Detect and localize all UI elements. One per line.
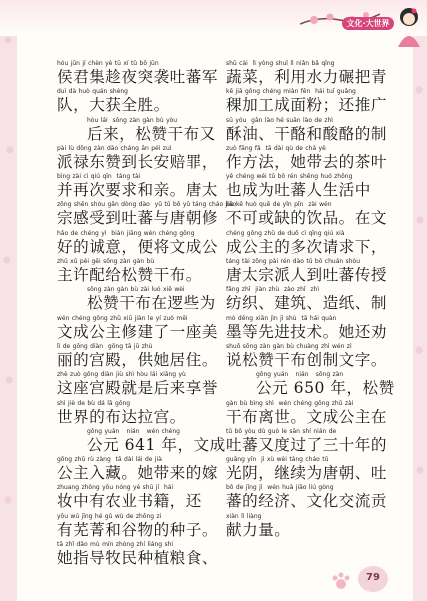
hanzi-text: 后来，松赞干布又: [87, 124, 216, 143]
hanzi-text: 也成为吐蕃人生活中: [226, 181, 371, 200]
hanzi-text: 文成公主修建了一座美: [57, 322, 218, 341]
pinyin-annotation: hóu jūn jí chèn yè tū xí tǔ bō jūn: [57, 60, 159, 67]
pinyin-annotation: wén chéng gōng zhǔ xiū jiàn le yí zuò měi: [57, 314, 188, 322]
pinyin-annotation: tā zhǐ dǎo mù mín zhòng zhí liáng shi: [57, 541, 174, 549]
hanzi-text: 唐太宗派人到吐蕃传授: [226, 266, 387, 285]
hanzi-text: 说松赞干布创制文字。: [226, 350, 387, 369]
hanzi-text: 并再次要求和亲。唐太: [57, 181, 218, 200]
pinyin-annotation: bù kě huò quē de yǐn pǐn zài wén: [226, 201, 332, 209]
pinyin-annotation: lì de gōng diàn gōng tā jū zhù: [57, 342, 153, 350]
text-line: [226, 228, 410, 256]
pinyin-annotation: gàn bù bìng shì wén chéng gōng zhǔ zài: [226, 399, 354, 407]
pinyin-annotation: hòu lái sōng zàn gàn bù yòu: [87, 116, 178, 124]
hanzi-text: 有芜菁和谷物的种子。: [57, 520, 218, 539]
text-line: [226, 256, 410, 284]
pinyin-annotation: bō de jīng jì wén huà jiāo liú gòng: [226, 484, 334, 492]
pinyin-annotation: zuò fāng fǎ tā dài qù de chá yè: [226, 144, 326, 152]
hanzi-text: 酥油、干酪和酸酪的制: [226, 124, 387, 143]
page-number-text: 79: [366, 572, 380, 583]
hanzi-text: 好的诚意，便将文成公: [57, 237, 218, 256]
text-line: [226, 454, 410, 482]
text-line: [57, 369, 241, 397]
text-line: [57, 511, 241, 539]
pinyin-annotation: gōng yuán nián sōng zàn: [256, 371, 344, 379]
pinyin-annotation: shì jiè de bù dá lā gōng: [57, 399, 131, 407]
pinyin-annotation: gōng zhǔ rù zàng tā dài lái de jià: [57, 456, 162, 464]
text-line: [226, 511, 410, 539]
left-decorative-margin: [0, 0, 17, 601]
pinyin-annotation: pài lù dōng zàn dào cháng ān péi zuì: [57, 144, 172, 152]
text-line: [57, 454, 241, 482]
text-line: [226, 199, 410, 227]
pinyin-annotation: zhè zuò gōng diàn jiù shì hòu lái xiǎng yù: [57, 371, 186, 379]
pinyin-annotation: duì dà huò quán shèng: [57, 88, 128, 96]
text-line: [57, 228, 241, 256]
text-line: [226, 426, 410, 454]
pinyin-annotation: zhǔ xǔ pèi gěi sōng zàn gàn bù: [57, 258, 155, 266]
hanzi-text: 稞加工成面粉；还推广: [226, 96, 387, 115]
pinyin-annotation: mò děng xiān jìn jì shù tā hái quàn: [226, 314, 337, 322]
hanzi-text: 妆中有农业书籍，还: [57, 492, 202, 511]
left-text-column: [57, 58, 241, 567]
pinyin-annotation: yě chéng wéi tǔ bō rén shēng huó zhōng: [226, 173, 353, 181]
hanzi-text: 墨等先进技术。她还劝: [226, 322, 387, 341]
text-line: [57, 482, 241, 510]
girl-illustration-icon: [392, 3, 426, 47]
paw-icon: [330, 570, 352, 592]
pinyin-annotation: shuō sōng zàn gàn bù chuàng zhì wén zì: [226, 342, 352, 350]
hanzi-text: 松赞干布在逻些为: [87, 294, 216, 313]
hanzi-text: 公元 641 年，文成: [87, 435, 226, 454]
pinyin-annotation: chéng gōng zhǔ de duō cì qǐng qiú xià: [226, 229, 345, 237]
pinyin-annotation: zōng shēn shòu gǎn dòng dào yǔ tǔ bō yǔ táng cháo jiāo: [57, 201, 237, 209]
right-text-column: [226, 58, 410, 539]
pinyin-annotation: xiàn lì liàng: [226, 512, 262, 520]
pinyin-annotation: kē jiā gōng chéng miàn fěn hái tuī guǎng: [226, 88, 356, 96]
text-line: [57, 426, 241, 454]
page-number: [358, 566, 388, 592]
hanzi-text: 献力量。: [226, 520, 291, 539]
hanzi-text: 侯君集趁夜突袭吐蕃军: [57, 68, 218, 86]
text-line: [57, 58, 241, 86]
text-line: [57, 398, 241, 426]
hanzi-text: 不可或缺的饮品。在文: [226, 209, 387, 228]
text-line: [57, 199, 241, 227]
pinyin-annotation: guāng yīn jì xù wèi táng cháo tǔ: [226, 456, 329, 464]
pinyin-annotation: shū cài lì yòng shuǐ lì niǎn bǎ qīng: [226, 60, 335, 67]
pinyin-annotation: sōng zàn gàn bù zài luó xiē wèi: [87, 286, 185, 294]
text-line: [226, 143, 410, 171]
text-line: [226, 171, 410, 199]
text-line: [57, 313, 241, 341]
text-line: [226, 369, 410, 397]
hanzi-text: 这座宫殿就是后来享誉: [57, 379, 218, 398]
hanzi-text: 成公主的多次请求下，: [226, 237, 387, 256]
pinyin-annotation: hǎo de chéng yì biàn jiāng wén chéng gōng: [57, 229, 195, 237]
hanzi-text: 作方法，她带去的茶叶: [226, 152, 387, 171]
hanzi-text: 蔬菜，利用水力碾把青: [226, 68, 387, 86]
hanzi-text: 世界的布达拉宫。: [57, 407, 186, 426]
hanzi-text: 主许配给松赞干布。: [57, 266, 202, 285]
text-line: [57, 539, 241, 567]
text-line: [57, 115, 241, 143]
text-line: [226, 398, 410, 426]
pinyin-annotation: sū yóu gān lào hé suān lào de zhì: [226, 116, 333, 124]
hanzi-text: 纺织、建筑、造纸、制: [226, 294, 387, 313]
text-line: [226, 86, 410, 114]
text-line: [57, 341, 241, 369]
hanzi-text: 她指导牧民种植粮食、: [57, 549, 218, 568]
pinyin-annotation: zhuang zhōng yǒu nóng yè shū jí hái: [57, 484, 174, 492]
text-line: [226, 115, 410, 143]
hanzi-text: 光阴，继续为唐朝、吐: [226, 464, 387, 483]
text-line: [226, 58, 410, 86]
text-line: [226, 313, 410, 341]
brand-tag: 文化·大世界: [342, 17, 394, 30]
pinyin-annotation: táng tài zōng pài rén dào tǔ bō chuán shòu: [226, 258, 360, 266]
hanzi-text: 派禄东赞到长安赔罪，: [57, 152, 218, 171]
text-line: [226, 482, 410, 510]
text-line: [57, 256, 241, 284]
right-decorative-margin: [413, 0, 427, 601]
hanzi-text: 干布离世。文成公主在: [226, 407, 387, 426]
text-line: [226, 341, 410, 369]
hanzi-text: 公元 650 年，松赞: [256, 379, 395, 398]
text-line: [57, 171, 241, 199]
pinyin-annotation: bìng zài cì qiú qīn táng tài: [57, 173, 141, 181]
hanzi-text: 宗感受到吐蕃与唐朝修: [57, 209, 218, 228]
pinyin-annotation: tǔ bō yòu dù guò le sān shí nián de: [226, 427, 337, 435]
hanzi-text: 丽的宫殿，供她居住。: [57, 350, 218, 369]
text-line: [57, 143, 241, 171]
hanzi-text: 公主入藏。她带来的嫁: [57, 464, 218, 483]
hanzi-text: 吐蕃又度过了三十年的: [226, 435, 387, 454]
pinyin-annotation: yǒu wú jīng hé gǔ wù de zhǒng zi: [57, 512, 162, 520]
pinyin-annotation: gōng yuán nián wén chéng: [87, 427, 180, 435]
text-line: [57, 86, 241, 114]
pinyin-annotation: fǎng zhī jiàn zhù zào zhǐ zhì: [226, 286, 319, 294]
hanzi-text: 队，大获全胜。: [57, 96, 170, 115]
text-line: [226, 284, 410, 312]
hanzi-text: 蕃的经济、文化交流贡: [226, 492, 387, 511]
text-line: [57, 284, 241, 312]
